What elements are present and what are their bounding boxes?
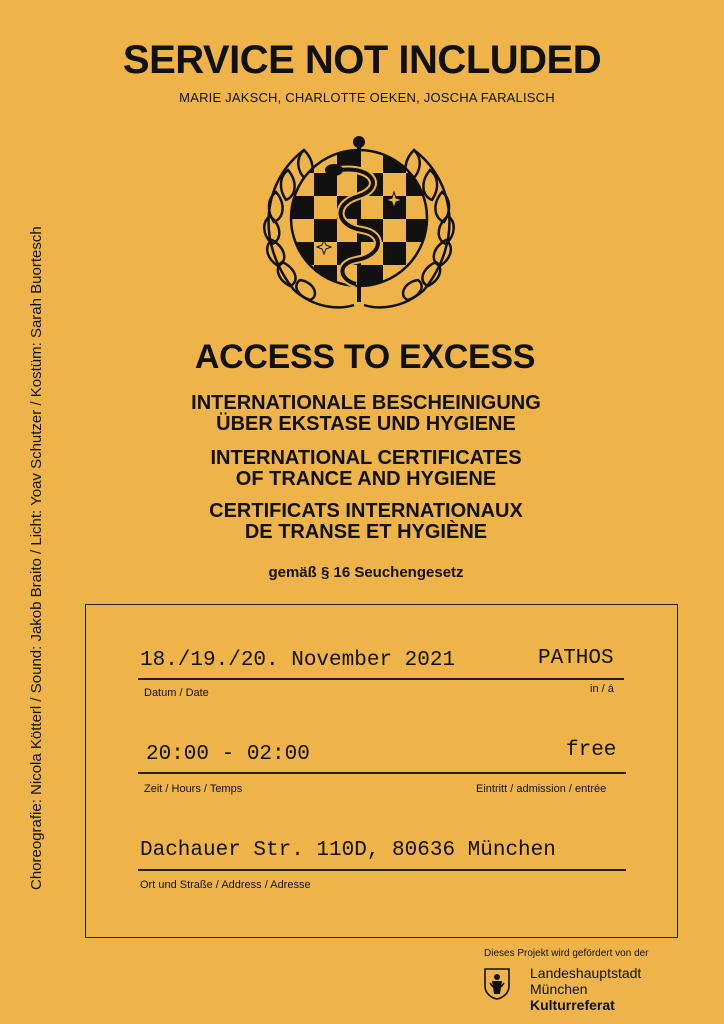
- date-value: 18./19./20. November 2021: [140, 649, 456, 672]
- address-underline: [138, 869, 626, 871]
- admission-value: free: [566, 739, 617, 762]
- law-reference: gemäß § 16 Seuchengesetz: [268, 564, 464, 581]
- subtitle-english-line1: INTERNATIONAL CERTIFICATES: [210, 447, 522, 469]
- subtitle-german-line2: ÜBER EKSTASE UND HYGIENE: [216, 413, 516, 435]
- address-value: Dachauer Str. 110D, 80636 München: [140, 839, 556, 862]
- date-label: Datum / Date: [144, 687, 209, 699]
- subtitle-english-line2: OF TRANCE AND HYGIENE: [235, 468, 497, 490]
- sponsor-note: Dieses Projekt wird gefördert von der: [484, 948, 649, 959]
- main-heading: ACCESS TO EXCESS: [194, 338, 536, 376]
- poster-title: SERVICE NOT INCLUDED: [122, 38, 602, 82]
- munich-city-crest-icon: [484, 968, 510, 1000]
- time-label: Zeit / Hours / Temps: [144, 783, 243, 795]
- subtitle-german: [0, 393, 724, 435]
- subtitle-french: [0, 501, 724, 543]
- side-credits: Choreografie: Nicola Kötterl / Sound: Jakob Braito / Licht: Yoav Schutzer / Kostüm: Sarah Buortesch: [28, 226, 45, 890]
- venue-value: PATHOS: [538, 647, 614, 670]
- crest-svg: [484, 968, 510, 1000]
- subtitle-french-line1: CERTIFICATS INTERNATIONAUX: [209, 500, 523, 522]
- subtitle-english: [0, 448, 724, 490]
- authors-line: MARIE JAKSCH, CHARLOTTE OEKEN, JOSCHA FARALISCH: [179, 90, 555, 105]
- emblem-svg: [244, 130, 474, 320]
- subtitle-french-line2: DE TRANSE ET HYGIÈNE: [244, 521, 488, 543]
- admission-label: Eintritt / admission / entrée: [476, 783, 607, 795]
- ticket-box: [85, 604, 678, 938]
- org-line2: München: [530, 981, 588, 997]
- time-underline: [138, 772, 626, 774]
- address-label: Ort und Straße / Address / Adresse: [140, 879, 311, 891]
- laurel-globe-snake-emblem-icon: [244, 130, 474, 320]
- subtitle-german-line1: INTERNATIONALE BESCHEINIGUNG: [191, 392, 541, 414]
- time-value: 20:00 - 02:00: [146, 743, 310, 766]
- date-underline: [138, 678, 624, 680]
- org-line1: Landeshauptstadt: [530, 965, 642, 981]
- venue-label: in / á: [590, 683, 614, 695]
- org-line3: Kulturreferat: [530, 997, 615, 1013]
